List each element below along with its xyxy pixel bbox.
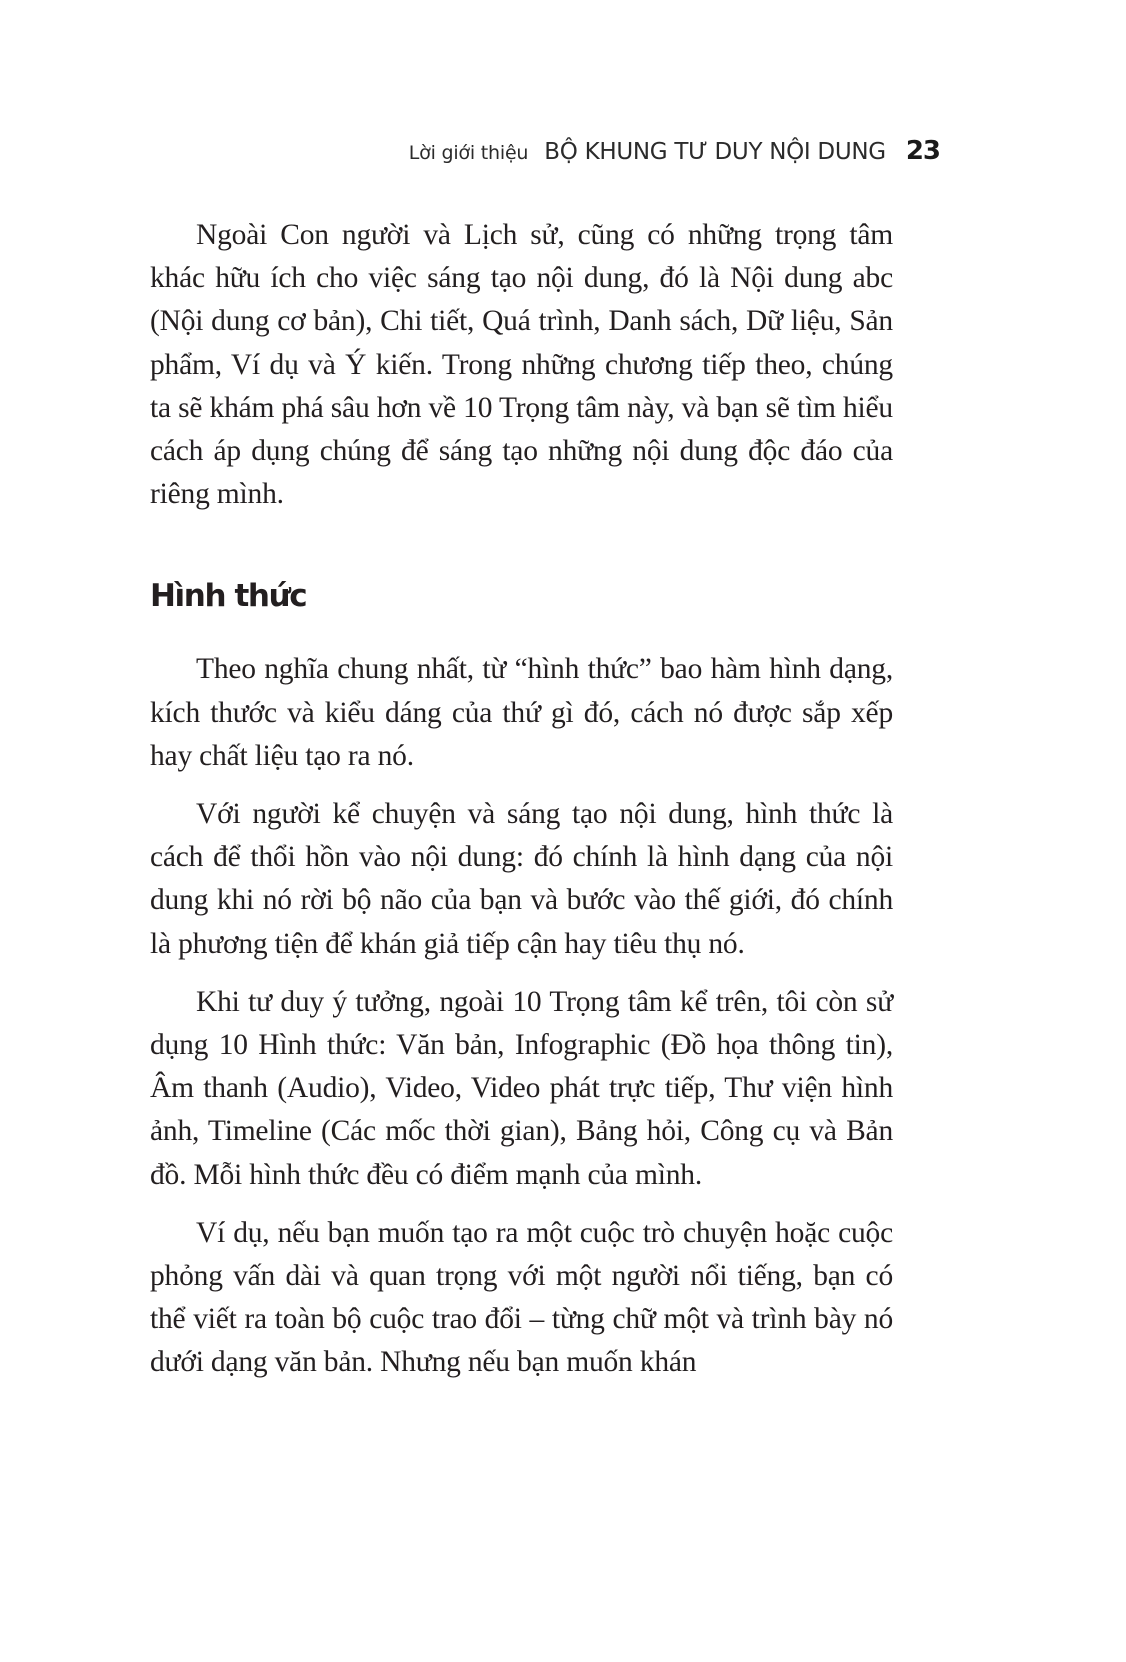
body-paragraph-1: Theo nghĩa chung nhất, từ “hình thức” bao hàm hình dạng, kích thước và kiểu dáng của thứ gì đó, cách nó được sắp xếp hay chất liệu tạo ra nó. xyxy=(150,653,893,772)
header-chapter-title: BỘ KHUNG TƯ DUY NỘI DUNG xyxy=(544,139,886,165)
intro-paragraph: Ngoài Con người và Lịch sử, cũng có những trọng tâm khác hữu ích cho việc sáng tạo nội dung, đó là Nội dung abc (Nội dung cơ bản), Chi tiết, Quá trình, Danh sách, Dữ liệu, Sản phẩm, Ví dụ và Ý kiến. Trong những chương tiếp theo, chúng ta sẽ khám phá sâu hơn về 10 Trọng tâm này, và bạn sẽ tìm hiểu cách áp dụng chúng để sáng tạo những nội dung độc đáo của riêng mình. xyxy=(150,219,893,511)
body-paragraph-3: Khi tư duy ý tưởng, ngoài 10 Trọng tâm kể trên, tôi còn sử dụng 10 Hình thức: Văn bản, Infographic (Đồ họa thông tin), Âm thanh (Audio), Video, Video phát trực tiếp, Thư viện hình ảnh, Timeline (Các mốc thời gian), Bảng hỏi, Công cụ và Bản đồ. Mỗi hình thức đều có điểm mạnh của mình. xyxy=(150,985,893,1191)
page-number: 23 xyxy=(905,136,940,166)
body-paragraph-4: Ví dụ, nếu bạn muốn tạo ra một cuộc trò chuyện hoặc cuộc phỏng vấn dài và quan trọng với một người nổi tiếng, bạn có thể viết ra toàn bộ cuộc trao đổi – từng chữ một và trình bày nó dưới dạng văn bản. Nhưng nếu bạn muốn khán xyxy=(150,1216,893,1379)
page-body xyxy=(150,214,893,1385)
body-paragraph-2: Với người kể chuyện và sáng tạo nội dung, hình thức là cách để thổi hồn vào nội dung: đó chính là hình dạng của nội dung khi nó rời bộ não của bạn và bước vào thế giới, đó chính là phương tiện để khán giả tiếp cận hay tiêu thụ nó. xyxy=(150,798,893,960)
running-header xyxy=(409,136,940,166)
section-heading: Hình thức xyxy=(150,578,307,615)
header-section-label: Lời giới thiệu xyxy=(408,142,529,164)
